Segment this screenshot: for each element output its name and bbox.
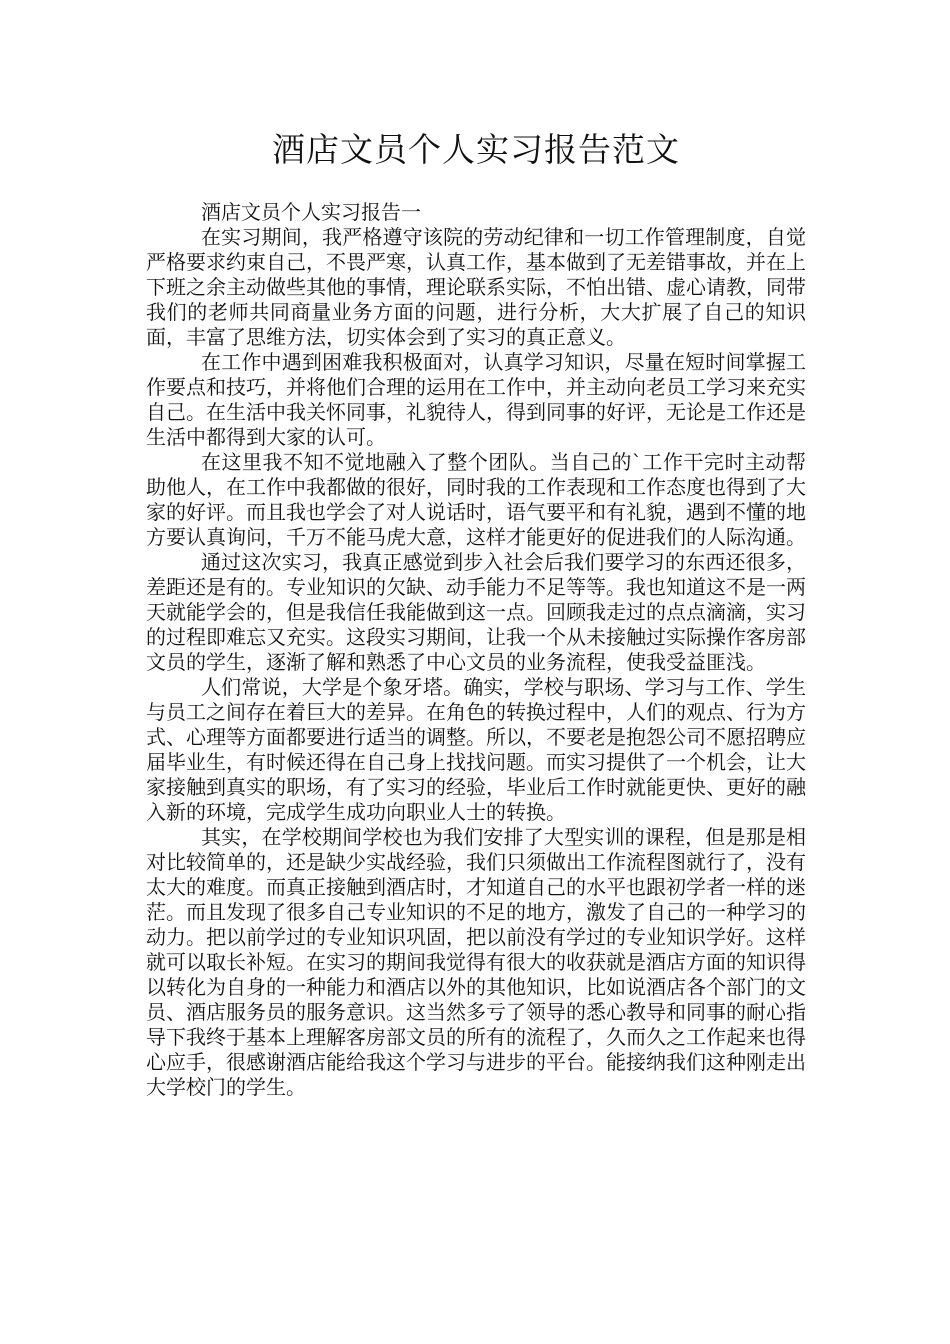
document-subtitle: 酒店文员个人实习报告一	[201, 200, 421, 224]
document-page	[146, 128, 806, 1100]
paragraph-3: 在这里我不知不觉地融入了整个团队。当自己的`工作干完时主动帮助他人，在工作中我都做的很好，同时我的工作表现和工作态度也得到了大家的好评。而且我也学会了对人说话时，语气要平和有礼貌，遇到不懂的地方要认真询问，千万不能马虎大意，这样才能更好的促进我们的人际沟通。	[146, 450, 806, 549]
paragraph-5: 人们常说，大学是个象牙塔。确实，学校与职场、学习与工作、学生与员工之间存在着巨大的差异。在角色的转换过程中，人们的观点、行为方式、心理等方面都要进行适当的调整。所以，不要老是抱怨公司不愿招聘应届毕业生，有时候还得在自己身上找找问题。而实习提供了一个机会，让大家接触到真实的职场，有了实习的经验，毕业后工作时就能更快、更好的融入新的环境，完成学生成功向职业人士的转换。	[146, 675, 806, 824]
paragraph-2: 在工作中遇到困难我积极面对，认真学习知识，尽量在短时间掌握工作要点和技巧，并将他们合理的运用在工作中，并主动向老员工学习来充实自己。在生活中我关怀同事，礼貌待人，得到同事的好评，无论是工作还是生活中都得到大家的认可。	[146, 350, 806, 449]
paragraph-1: 在实习期间，我严格遵守该院的劳动纪律和一切工作管理制度，自觉严格要求约束自己，不畏严寒，认真工作，基本做到了无差错事故，并在上下班之余主动做些其他的事情，理论联系实际，不怕出错、虚心请教，同带我们的老师共同商量业务方面的问题，进行分析，大大扩展了自己的知识面，丰富了思维方法，切实体会到了实习的真正意义。	[146, 225, 806, 349]
paragraph-6: 其实，在学校期间学校也为我们安排了大型实训的课程，但是那是相对比较简单的，还是缺少实战经验，我们只须做出工作流程图就行了，没有太大的难度。而真正接触到酒店时，才知道自己的水平也跟初学者一样的迷茫。而且发现了很多自己专业知识的不足的地方，激发了自己的一种学习的动力。把以前学过的专业知识巩固，把以前没有学过的专业知识学好。这样就可以取长补短。在实习的期间我觉得有很大的收获就是酒店方面的知识得以转化为自身的一种能力和酒店以外的其他知识，比如说酒店各个部门的文员、酒店服务员的服务意识。这当然多亏了领导的悉心教导和同事的耐心指导下我终于基本上理解客房部文员的所有的流程了，久而久之工作起来也得心应手，很感谢酒店能给我这个学习与进步的平台。能接纳我们这种刚走出大学校门的学生。	[146, 825, 806, 1099]
document-title: 酒店文员个人实习报告范文	[272, 130, 680, 169]
paragraph-4: 通过这次实习，我真正感觉到步入社会后我们要学习的东西还很多，差距还是有的。专业知识的欠缺、动手能力不足等等。我也知道这不是一两天就能学会的，但是我信任我能做到这一点。回顾我走过的点点滴滴，实习的过程即难忘又充实。这段实习期间，让我一个从未接触过实际操作客房部文员的学生，逐渐了解和熟悉了中心文员的业务流程，使我受益匪浅。	[146, 550, 806, 674]
